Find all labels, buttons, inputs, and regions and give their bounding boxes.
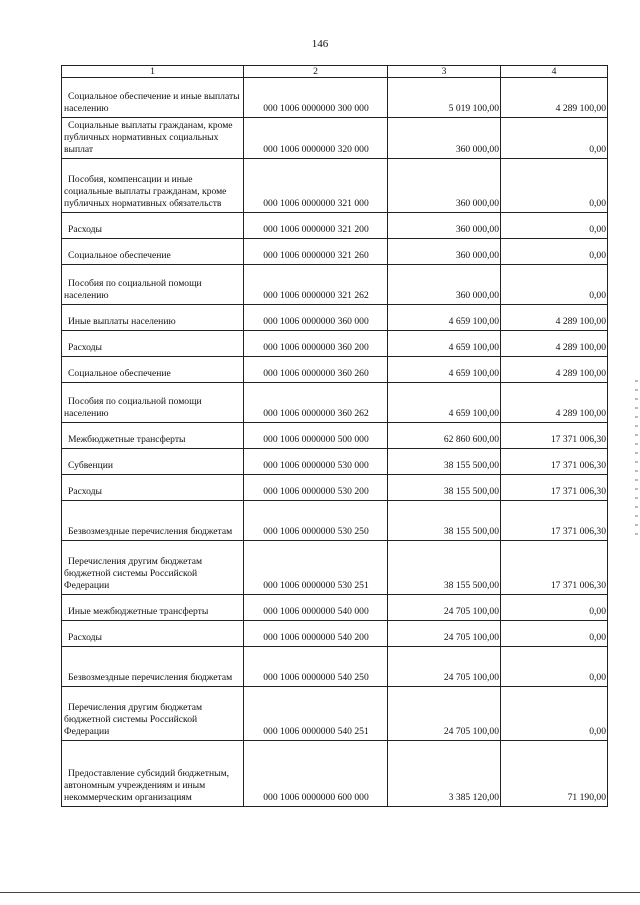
header-col-2: 2 [244, 66, 388, 78]
row-value-col3-cell: 360 000,00 [388, 265, 501, 305]
table-row [62, 647, 608, 687]
row-code-cell: 000 1006 0000000 360 262 [244, 383, 388, 423]
row-value-col4-cell: 0,00 [501, 687, 608, 741]
table-row [62, 741, 608, 807]
row-value-col4-cell: 0,00 [501, 239, 608, 265]
row-code-cell: 000 1006 0000000 540 200 [244, 621, 388, 647]
budget-table [61, 65, 608, 807]
row-value-col4-cell: 4 289 100,00 [501, 383, 608, 423]
table-row [62, 159, 608, 213]
row-value-col3-cell: 38 155 500,00 [388, 449, 501, 475]
header-col-3: 3 [388, 66, 501, 78]
row-value-col4-cell: 17 371 006,30 [501, 423, 608, 449]
row-name-cell: Перечисления другим бюджетам бюджетной системы Российской Федерации [62, 687, 244, 741]
row-value-col3-cell: 24 705 100,00 [388, 647, 501, 687]
row-value-col3-cell: 3 385 120,00 [388, 741, 501, 807]
row-value-col3-cell: 360 000,00 [388, 118, 501, 159]
row-code-cell: 000 1006 0000000 530 251 [244, 541, 388, 595]
table-row [62, 595, 608, 621]
row-code-cell: 000 1006 0000000 320 000 [244, 118, 388, 159]
row-name-cell: Безвозмездные перечисления бюджетам [62, 647, 244, 687]
table-header [62, 66, 608, 78]
row-name-cell: Пособия по социальной помощи населению [62, 265, 244, 305]
row-code-cell: 000 1006 0000000 540 000 [244, 595, 388, 621]
row-code-cell: 000 1006 0000000 600 000 [244, 741, 388, 807]
row-name-cell: Предоставление субсидий бюджетным, автономным учреждениям и иным некоммерческим организациям [62, 741, 244, 807]
row-value-col4-cell: 0,00 [501, 621, 608, 647]
row-value-col4-cell: 0,00 [501, 213, 608, 239]
row-value-col4-cell: 4 289 100,00 [501, 357, 608, 383]
row-name-cell: Иные межбюджетные трансферты [62, 595, 244, 621]
table-row [62, 357, 608, 383]
table-row [62, 239, 608, 265]
row-code-cell: 000 1006 0000000 300 000 [244, 78, 388, 118]
row-value-col3-cell: 62 860 600,00 [388, 423, 501, 449]
row-code-cell: 000 1006 0000000 321 260 [244, 239, 388, 265]
row-code-cell: 000 1006 0000000 530 200 [244, 475, 388, 501]
row-value-col3-cell: 38 155 500,00 [388, 475, 501, 501]
row-value-col3-cell: 4 659 100,00 [388, 383, 501, 423]
row-value-col3-cell: 24 705 100,00 [388, 687, 501, 741]
row-value-col4-cell: 4 289 100,00 [501, 331, 608, 357]
page-bottom-rule [0, 892, 640, 893]
row-value-col3-cell: 38 155 500,00 [388, 501, 501, 541]
row-value-col4-cell: 17 371 006,30 [501, 541, 608, 595]
row-code-cell: 000 1006 0000000 530 000 [244, 449, 388, 475]
row-name-cell: Безвозмездные перечисления бюджетам [62, 501, 244, 541]
row-value-col4-cell: 4 289 100,00 [501, 305, 608, 331]
table-row [62, 213, 608, 239]
row-code-cell: 000 1006 0000000 321 000 [244, 159, 388, 213]
header-row [62, 66, 608, 78]
row-value-col3-cell: 24 705 100,00 [388, 621, 501, 647]
row-value-col4-cell: 4 289 100,00 [501, 78, 608, 118]
row-name-cell: Расходы [62, 475, 244, 501]
row-value-col4-cell: 0,00 [501, 265, 608, 305]
row-code-cell: 000 1006 0000000 500 000 [244, 423, 388, 449]
header-col-4: 4 [501, 66, 608, 78]
table-row [62, 118, 608, 159]
row-code-cell: 000 1006 0000000 360 000 [244, 305, 388, 331]
row-name-cell: Расходы [62, 331, 244, 357]
table-row [62, 501, 608, 541]
row-value-col3-cell: 4 659 100,00 [388, 305, 501, 331]
row-value-col3-cell: 38 155 500,00 [388, 541, 501, 595]
row-value-col3-cell: 4 659 100,00 [388, 357, 501, 383]
table-row [62, 541, 608, 595]
scan-edge-marks [635, 380, 638, 540]
row-value-col4-cell: 17 371 006,30 [501, 501, 608, 541]
row-value-col4-cell: 17 371 006,30 [501, 475, 608, 501]
row-code-cell: 000 1006 0000000 540 251 [244, 687, 388, 741]
row-name-cell: Перечисления другим бюджетам бюджетной системы Российской Федерации [62, 541, 244, 595]
row-value-col3-cell: 360 000,00 [388, 239, 501, 265]
row-value-col4-cell: 71 190,00 [501, 741, 608, 807]
row-value-col4-cell: 0,00 [501, 647, 608, 687]
row-value-col3-cell: 4 659 100,00 [388, 331, 501, 357]
table-row [62, 331, 608, 357]
table-row [62, 475, 608, 501]
row-value-col4-cell: 0,00 [501, 159, 608, 213]
header-col-1: 1 [62, 66, 244, 78]
row-value-col3-cell: 360 000,00 [388, 213, 501, 239]
row-name-cell: Расходы [62, 621, 244, 647]
table-row [62, 687, 608, 741]
row-name-cell: Социальные выплаты гражданам, кроме публичных нормативных социальных выплат [62, 118, 244, 159]
row-value-col3-cell: 24 705 100,00 [388, 595, 501, 621]
row-value-col4-cell: 17 371 006,30 [501, 449, 608, 475]
row-code-cell: 000 1006 0000000 321 262 [244, 265, 388, 305]
table-body [62, 78, 608, 807]
row-value-col3-cell: 5 019 100,00 [388, 78, 501, 118]
row-name-cell: Субвенции [62, 449, 244, 475]
table-row [62, 449, 608, 475]
table-row [62, 305, 608, 331]
table-row [62, 78, 608, 118]
row-name-cell: Пособия по социальной помощи населению [62, 383, 244, 423]
table-row [62, 423, 608, 449]
row-code-cell: 000 1006 0000000 321 200 [244, 213, 388, 239]
table-row [62, 383, 608, 423]
row-name-cell: Социальное обеспечение и иные выплаты населению [62, 78, 244, 118]
row-code-cell: 000 1006 0000000 360 260 [244, 357, 388, 383]
row-name-cell: Иные выплаты населению [62, 305, 244, 331]
row-value-col4-cell: 0,00 [501, 595, 608, 621]
row-name-cell: Межбюджетные трансферты [62, 423, 244, 449]
row-value-col3-cell: 360 000,00 [388, 159, 501, 213]
table-row [62, 621, 608, 647]
row-name-cell: Расходы [62, 213, 244, 239]
row-code-cell: 000 1006 0000000 540 250 [244, 647, 388, 687]
row-name-cell: Социальное обеспечение [62, 239, 244, 265]
page-number: 146 [311, 38, 329, 50]
row-name-cell: Социальное обеспечение [62, 357, 244, 383]
row-name-cell: Пособия, компенсации и иные социальные выплаты гражданам, кроме публичных нормативных обязательств [62, 159, 244, 213]
row-code-cell: 000 1006 0000000 530 250 [244, 501, 388, 541]
table-row [62, 265, 608, 305]
row-code-cell: 000 1006 0000000 360 200 [244, 331, 388, 357]
row-value-col4-cell: 0,00 [501, 118, 608, 159]
